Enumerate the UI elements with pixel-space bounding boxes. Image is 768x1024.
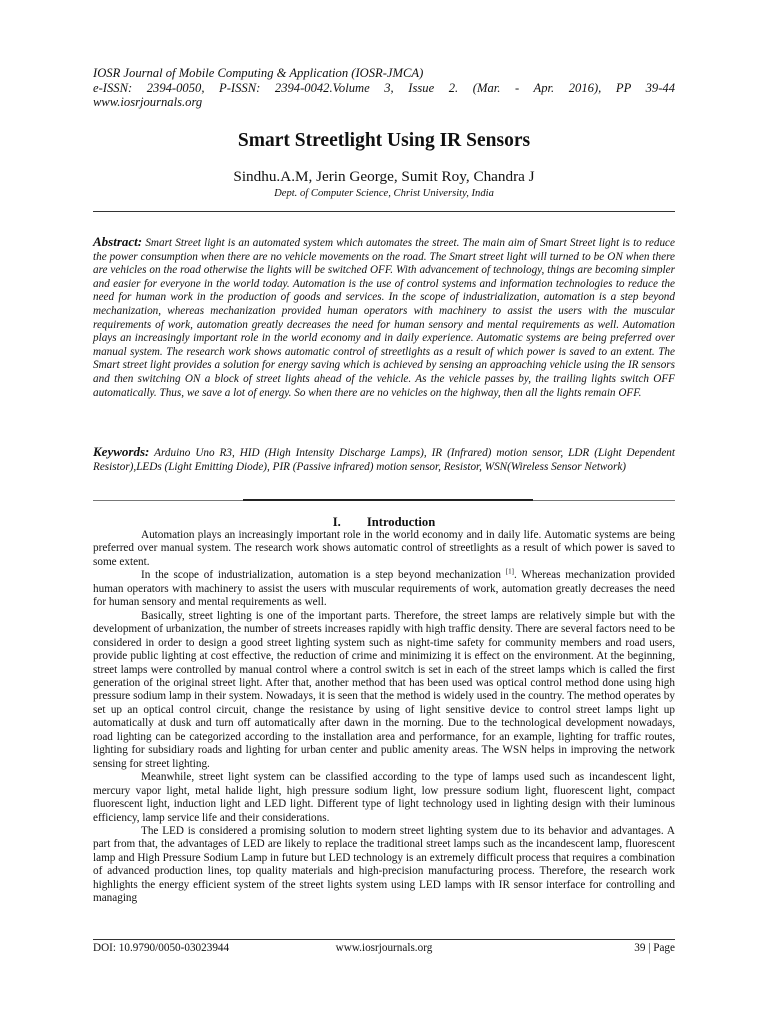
section-separator xyxy=(93,499,675,503)
keywords-label: Keywords: xyxy=(93,444,150,459)
citation-ref: [1] xyxy=(505,567,514,576)
footer-doi: DOI: 10.9790/0050-03023944 xyxy=(93,942,230,954)
body-text xyxy=(93,529,675,906)
section-title: Introduction xyxy=(366,515,436,529)
abstract-label: Abstract: xyxy=(93,234,143,249)
paragraph-3: Basically, street lighting is one of the important parts. Therefore, the street lamps are relatively simple but with the development of urbanization, the number of streets increases rapidly with high traffic density. There are several factors need to be considered in order to design a good street lighting system such as night-time safety for community members and road users, provide public lighting at cost effective, the reduction of crime and minimizing it is effect on the environment. At the beginning, street lamps were controlled by manual control where a control switch is set in each of the street lamps which is called the first generation of the original street light. After that, another method that has been used was optical control method done using high pressure sodium lamp in their system. Nowadays, it is seen that the method is widely used in the country. The method operates by set up an optical control circuit, change the resistance by using of light sensitive device to control street lamps light up automatically at dusk and turn off automatically after dawn in the morning. Due to the technological development nowadays, road lighting can be categorized according to the installation area and performance, for an example, lighting for traffic routes, lighting for subsidiary roads and lighting for urban center and public amenity areas. The WSN helps in improving the network sensing for street lighting. xyxy=(93,609,675,770)
keywords xyxy=(93,445,675,474)
footer-website: www.iosrjournals.org xyxy=(335,942,433,954)
abstract xyxy=(93,235,675,400)
paragraph-2-end: . Whereas mechanization provided human operators with machinery to assist the users with muscular requirements of work, automation greatly decreases the need for human sensory and mental requirements as well. xyxy=(93,569,675,609)
paper-page xyxy=(93,0,675,1024)
paragraph-5: The LED is considered a promising solution to modern street lighting system due to its behavior and advantages. A part from that, the advantages of LED are likely to replace the traditional street lamps such as the incandescent lamp, fluorescent lamp and High Pressure Sodium Lamp in future but LED technology is an extremely difficult process that requires a combination of advanced production lines, top quality materials and high-precision manufacturing process. Therefore, the research work highlights the energy efficient system of the street lights system using LED lamps with IR sensor interface for controlling and managing xyxy=(93,824,675,905)
paper-title: Smart Streetlight Using IR Sensors xyxy=(237,130,531,151)
footer-page-number: 39 | Page xyxy=(634,942,675,954)
divider-footer xyxy=(93,939,675,940)
section-heading xyxy=(93,515,675,530)
divider-top xyxy=(93,211,675,212)
separator-middle xyxy=(243,499,533,501)
abstract-text: Smart Street light is an automated system which automates the street. The main aim of Smart Street light is to reduce the power consumption when there are no vehicle movements on the road. The Smart street light will turned to be ON when there are vehicles on the road otherwise the lights will be switched OFF. With advancement of technology, things are becoming simpler and easier for everyone in the world today. Automation is the use of control systems and information technologies to reduce the need for human work in the production of goods and services. In the scope of industrialization, automation is a step beyond mechanization, whereas mechanization provided human operators with machinery to assist the users with the muscular requirements of work, automation greatly decreases the need for human sensory and mental requirements as well. Automation plays an increasingly important role in the world economy and in daily experience. Automatic systems are being preferred over manual system. The research work shows automatic control of streetlights as a result of which power is saved to an extent. The Smart street light provides a solution for energy saving which is achieved by sensing an approaching vehicle using the IR sensors and then switching ON a block of street lights ahead of the vehicle. As the vehicle passes by, the trailing lights switch OFF automatically. Thus, we save a lot of energy. So when there are no vehicles on the highway, then all the lights remain OFF. xyxy=(93,237,675,399)
issn-line: e-ISSN: 2394-0050, P-ISSN: 2394-0042.Volume 3, Issue 2. (Mar. - Apr. 2016), PP 39-44 xyxy=(93,80,675,95)
paper-authors: Sindhu.A.M, Jerin George, Sumit Roy, Chandra J xyxy=(233,168,535,185)
paragraph-4: Meanwhile, street light system can be classified according to the type of lamps used such as incandescent light, mercury vapor light, metal halide light, high pressure sodium light, low pressure sodium light, fluorescent light, compact fluorescent light, induction light and LED light. Different type of light technology used in lighting design with their luminous efficiency, lamp service life and their considerations. xyxy=(93,771,675,824)
journal-name: IOSR Journal of Mobile Computing & Application (IOSR-JMCA) xyxy=(93,66,424,80)
journal-website: www.iosrjournals.org xyxy=(93,95,203,109)
paragraph-2-start: In the scope of industrialization, automation is a step beyond mechanization xyxy=(141,569,506,582)
separator-right xyxy=(533,500,675,501)
keywords-text: Arduino Uno R3, HID (High Intensity Discharge Lamps), IR (Infrared) motion sensor, LDR (Light Dependent Resistor),LEDs (Light Emitting Diode), PIR (Passive infrared) motion sensor, Resistor, WSN(Wireless Sensor Network) xyxy=(93,447,675,473)
paragraph-2 xyxy=(93,569,675,609)
paragraph-1: Automation plays an increasingly important role in the world economy and in daily life. Automatic systems are being preferred over manual system. The research work shows automatic control of streetlights as a result of which power is saved to some extent. xyxy=(93,529,675,568)
section-number: I. xyxy=(332,515,341,529)
author-affiliation: Dept. of Computer Science, Christ University, India xyxy=(274,188,494,199)
journal-header xyxy=(93,66,675,110)
separator-left xyxy=(93,500,243,501)
